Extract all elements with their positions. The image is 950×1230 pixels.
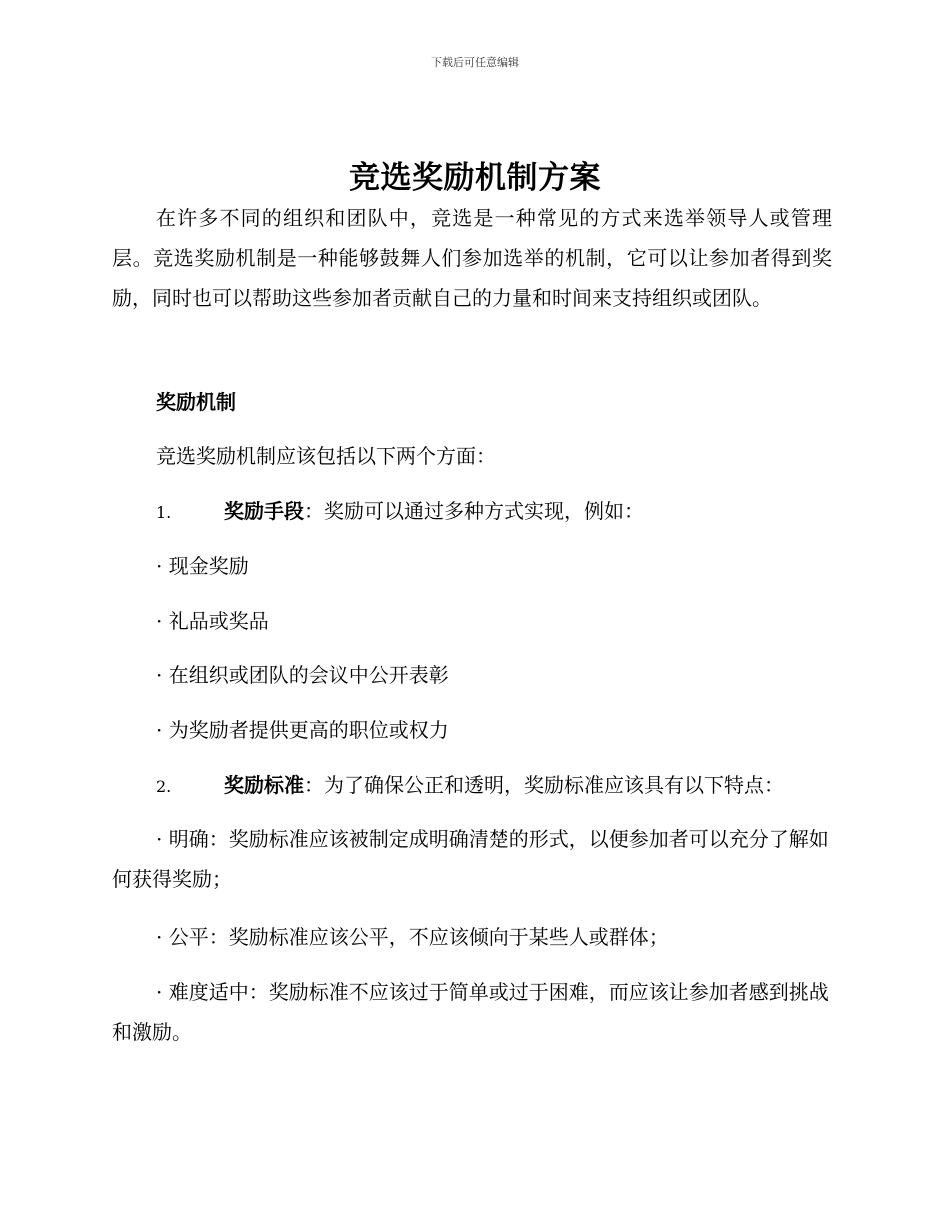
section-intro: 竞选奖励机制应该包括以下两个方面：: [156, 444, 496, 468]
list-item-1-label: 奖励手段: [224, 499, 304, 523]
bullet-item: · 为奖励者提供更高的职位或权力: [156, 718, 449, 742]
bullet-paragraph: · 公平：奖励标准应该公平，不应该倾向于某些人或群体；: [156, 925, 669, 949]
section-heading: 奖励机制: [156, 390, 236, 414]
list-item-1: [112, 491, 876, 533]
page-header: 下载后可任意编辑: [431, 56, 519, 69]
list-item-2: [112, 765, 876, 807]
list-item-1-text: ：奖励可以通过多种方式实现，例如：: [304, 499, 644, 523]
list-item-2-text: ：为了确保公正和透明，奖励标准应该具有以下特点：: [304, 773, 784, 797]
bullet-paragraph: · 明确：奖励标准应该被制定成明确清楚的形式，以便参加者可以充分了解如何获得奖励；: [112, 827, 829, 891]
document-title: 竞选奖励机制方案: [349, 160, 601, 196]
bullet-item: · 礼品或奖品: [156, 609, 269, 633]
bullet-item: · 现金奖励: [156, 554, 249, 578]
list-item-2-number: 2.: [156, 777, 172, 796]
list-item-2-label: 奖励标准: [224, 773, 304, 797]
bullet-paragraph: · 难度适中：奖励标准不应该过于简单或过于困难，而应该让参加者感到挑战和激励。: [112, 980, 829, 1044]
list-item-1-number: 1.: [156, 503, 172, 522]
bullet-item: · 在组织或团队的会议中公开表彰: [156, 663, 449, 687]
intro-paragraph: 在许多不同的组织和团队中，竞选是一种常见的方式来选举领导人或管理层。竞选奖励机制是一种能够鼓舞人们参加选举的机制，它可以让参加者得到奖励，同时也可以帮助这些参加者贡献自己的力量和时间来支持组织或团队。: [112, 206, 832, 310]
